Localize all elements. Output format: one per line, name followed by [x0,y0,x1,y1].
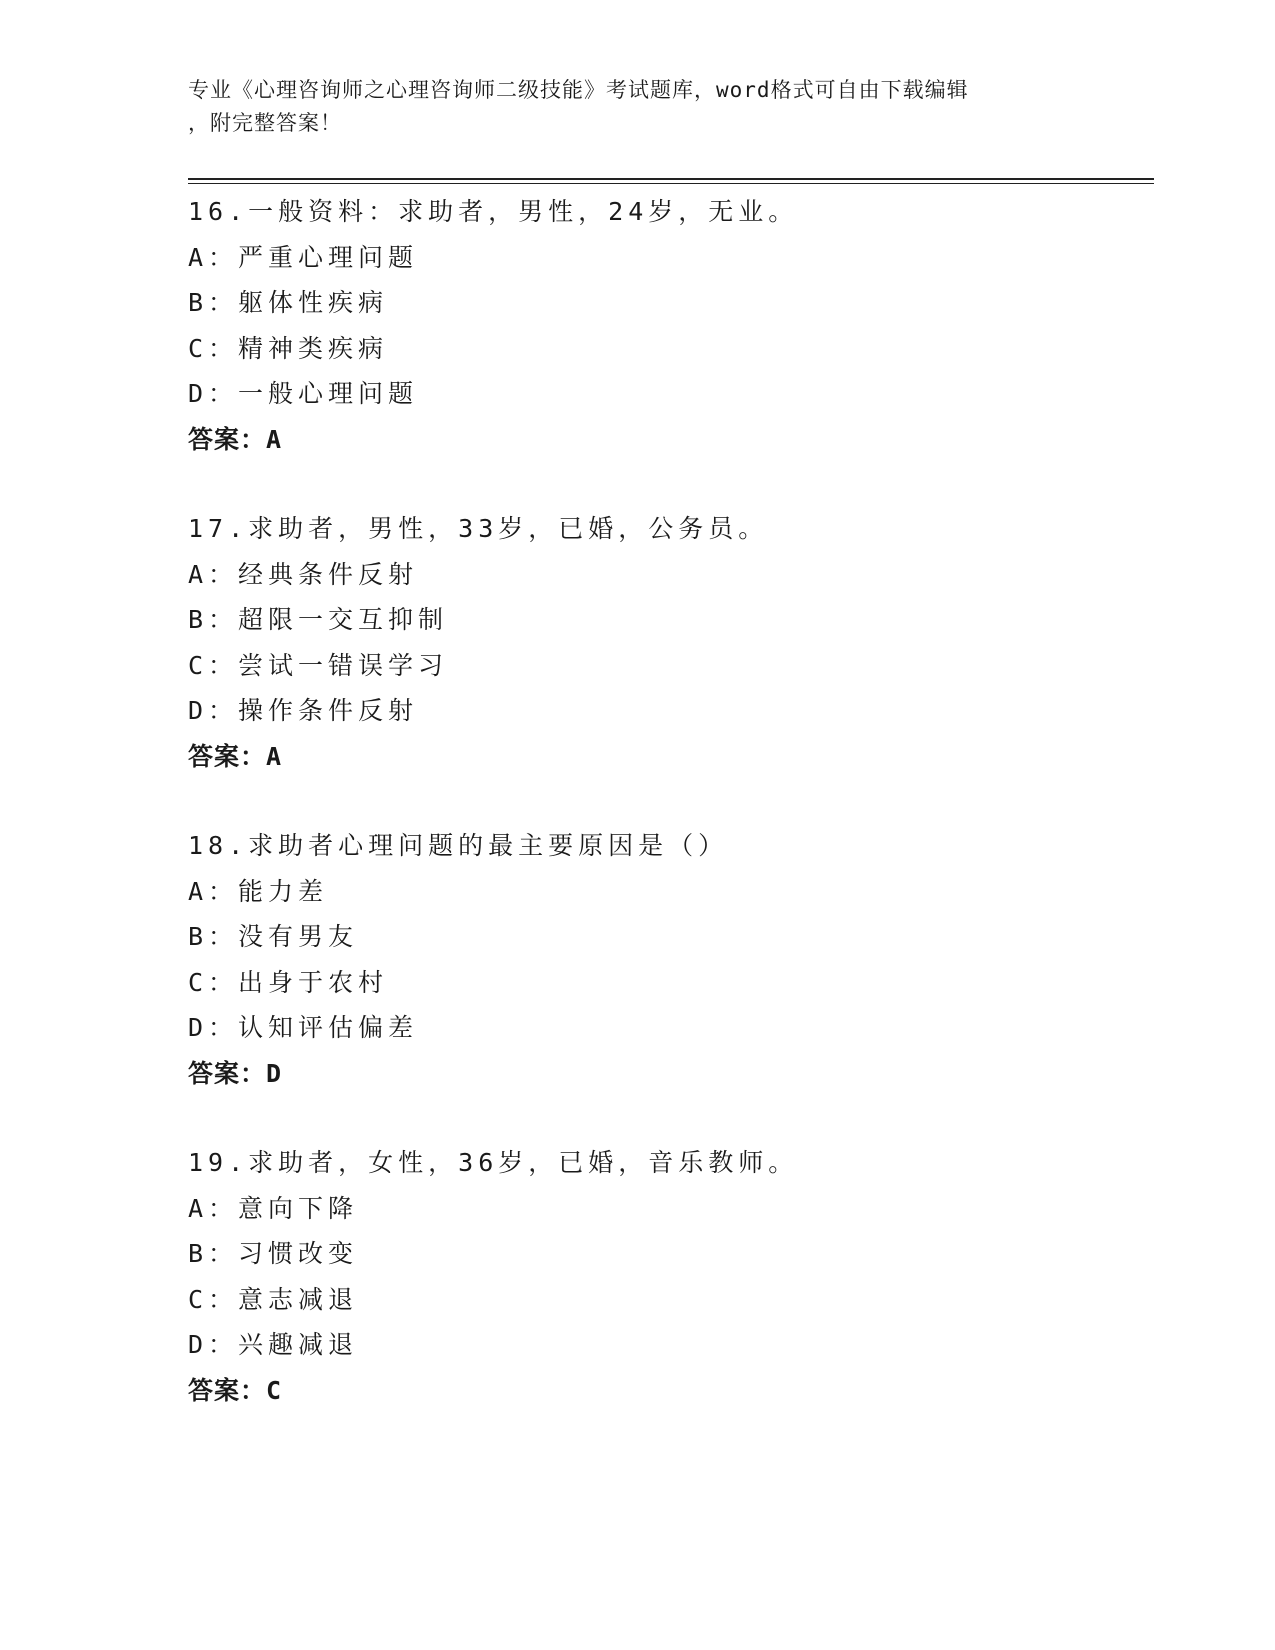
option-b: B：习惯改变 [188,1239,359,1268]
option-c: C：意志减退 [188,1284,359,1314]
option-c: C：尝试一错误学习 [188,650,449,680]
document-header-note: 专业《心理咨询师之心理咨询师二级技能》考试题库，word格式可自由下载编辑 ，附完整答案！ [188,78,969,135]
option-c: C：精神类疾病 [188,333,389,363]
option-a: A：能力差 [188,876,329,906]
question-stem: 17.求助者，男性，33岁，已婚，公务员。 [188,514,769,543]
question-list [188,189,1148,1457]
option-d: D：认知评估偏差 [188,1013,419,1042]
option-a: A：意向下降 [188,1193,359,1223]
option-b: B：躯体性疾病 [188,288,389,317]
answer-label: 答案：D [188,1058,283,1088]
option-c: C：出身于农村 [188,967,389,997]
question-16 [188,189,1148,462]
answer-label: 答案：A [188,741,283,771]
option-a: A：严重心理问题 [188,242,419,272]
option-d: D：操作条件反射 [188,696,419,725]
question-18 [188,823,1148,1096]
question-stem: 19.求助者，女性，36岁，已婚，音乐教师。 [188,1148,799,1177]
option-d: D：兴趣减退 [188,1330,359,1359]
option-b: B：超限一交互抑制 [188,605,449,634]
question-stem: 16.一般资料：求助者，男性，24岁，无业。 [188,197,799,226]
header-divider [188,178,1154,184]
answer-label: 答案：C [188,1375,283,1405]
option-d: D：一般心理问题 [188,379,419,408]
question-stem: 18.求助者心理问题的最主要原因是（） [188,831,729,860]
answer-label: 答案：A [188,424,283,454]
option-b: B：没有男友 [188,922,359,951]
option-a: A：经典条件反射 [188,559,419,589]
question-19 [188,1140,1148,1413]
question-17 [188,506,1148,779]
